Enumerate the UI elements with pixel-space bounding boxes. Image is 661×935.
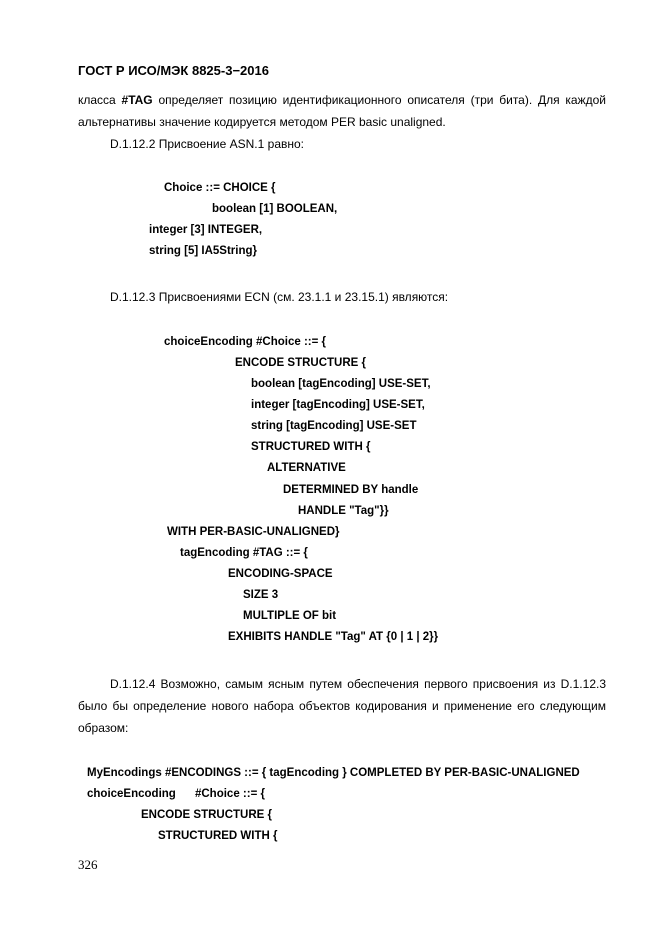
clause-d1-12-3: D.1.12.3 Присвоениями ECN (см. 23.1.1 и 23.15.1) являются: xyxy=(110,290,449,304)
code-line: Choice ::= CHOICE { xyxy=(164,182,276,194)
code-line: STRUCTURED WITH { xyxy=(251,441,371,453)
code-line: ENCODING-SPACE xyxy=(228,568,333,580)
code-line: ENCODE STRUCTURE { xyxy=(235,357,366,369)
code-line: integer [tagEncoding] USE-SET, xyxy=(251,399,425,411)
code-line: DETERMINED BY handle xyxy=(283,484,419,496)
code-line: ENCODE STRUCTURE { xyxy=(141,809,272,821)
code-line: string [tagEncoding] USE-SET xyxy=(251,420,417,432)
paragraph-tag-description xyxy=(78,89,606,133)
code-line: WITH PER-BASIC-UNALIGNED} xyxy=(167,526,340,538)
code-line: SIZE 3 xyxy=(243,589,279,601)
code-line: boolean [tagEncoding] USE-SET, xyxy=(251,378,431,390)
code-line: HANDLE "Tag"}} xyxy=(298,505,389,517)
code-line: EXHIBITS HANDLE "Tag" AT {0 | 1 | 2}} xyxy=(228,631,439,643)
code-line: MULTIPLE OF bit xyxy=(243,610,337,622)
code-line: MyEncodings #ENCODINGS ::= { tagEncoding } COMPLETED BY PER-BASIC-UNALIGNED xyxy=(87,767,580,779)
clause-d1-12-2: D.1.12.2 Присвоение ASN.1 равно: xyxy=(110,137,304,151)
document-header: ГОСТ Р ИСО/МЭК 8825-3−2016 xyxy=(78,63,269,78)
code-line: choiceEncoding #Choice ::= { xyxy=(87,788,265,800)
paragraph-text: определяет позицию идентификационного описателя (три бита). Для каждой альтернативы значение кодируется методом PER basic unaligned. xyxy=(78,93,606,129)
code-line: ALTERNATIVE xyxy=(267,462,346,474)
code-line: STRUCTURED WITH { xyxy=(158,830,278,842)
code-line: tagEncoding #TAG ::= { xyxy=(180,547,308,559)
code-line: boolean [1] BOOLEAN, xyxy=(212,203,338,215)
code-line: string [5] IA5String} xyxy=(149,245,257,257)
page-number: 326 xyxy=(78,857,98,872)
paragraph-text: класса xyxy=(78,93,122,107)
tag-keyword: #TAG xyxy=(121,93,153,107)
code-line: integer [3] INTEGER, xyxy=(149,224,263,236)
clause-d1-12-4: D.1.12.4 Возможно, самым ясным путем обеспечения первого присвоения из D.1.12.3 было бы определение нового набора объектов кодирования и применение его следующим образом: xyxy=(78,677,606,735)
code-line: choiceEncoding #Choice ::= { xyxy=(164,336,326,348)
